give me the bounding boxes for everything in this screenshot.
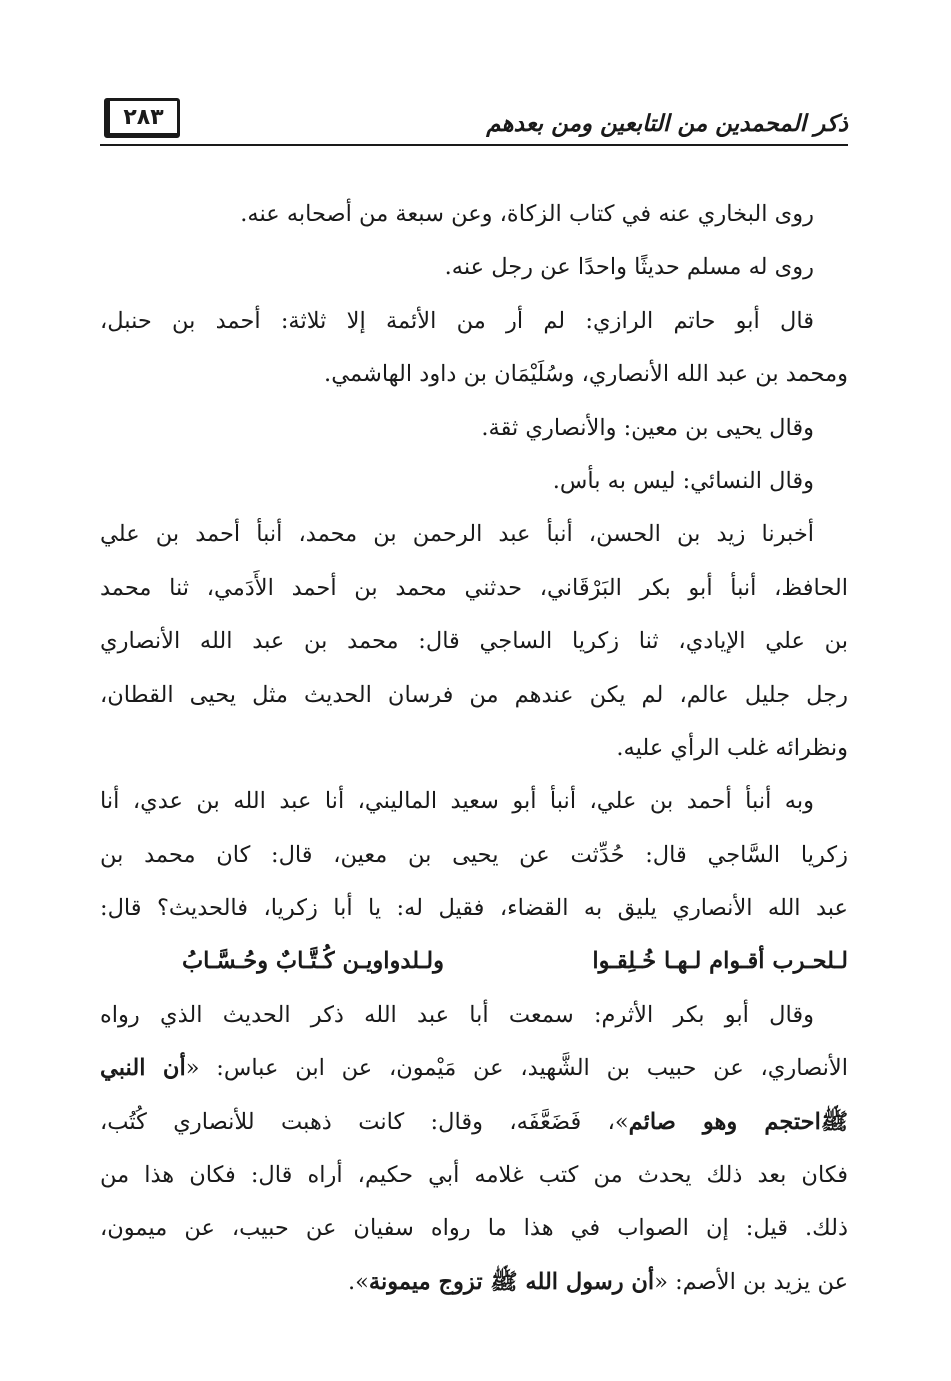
text-line: أخبرنا زيد بن الحسن، أنبأ عبد الرحمن بن محمد، أنبأ أحمد بن علي bbox=[100, 521, 814, 548]
hadith-quote-bold: ﷺاحتجم وهو صائم bbox=[628, 1108, 848, 1135]
text-line: الحافظ، أنبأ أبو بكر البَرْقَاني، حدثني محمد بن أحمد الأَدَمي، ثنا محمد bbox=[100, 574, 848, 601]
text-line: قال أبو حاتم الرازي: لم أر من الأئمة إلا ثلاثة: أحمد بن حنبل، bbox=[100, 307, 814, 334]
text-line: عبد الله الأنصاري يليق به القضاء، فقيل له: يا أبا زكريا، فالحديث؟ قال: bbox=[100, 895, 848, 922]
text-line: ومحمد بن عبد الله الأنصاري، وسُلَيْمَان بن داود الهاشمي. bbox=[324, 361, 848, 388]
hadith-quote-bold: أن النبي bbox=[100, 1055, 186, 1082]
verse-second-hemistich: ولـلدواويـن كُـتَّـابٌ وحُـسَّـابُ bbox=[182, 948, 444, 975]
text-line: زكريا السَّاجي قال: حُدِّثت عن يحيى بن معين، قال: كان محمد بن bbox=[100, 841, 848, 868]
text-line: روى له مسلم حديثًا واحدًا عن رجل عنه. bbox=[444, 254, 814, 281]
text-line: وقال أبو بكر الأثرم: سمعت أبا عبد الله ذكر الحديث الذي رواه bbox=[100, 1001, 814, 1028]
text-line: رجل جليل عالم، لم يكن عندهم من فرسان الحديث مثل يحيى القطان، bbox=[100, 681, 848, 708]
verse-first-hemistich: لـلحـرب أقـوام لـهـا خُـلِقـوا bbox=[592, 948, 848, 975]
header-rule bbox=[100, 144, 848, 146]
text-body bbox=[100, 188, 848, 1309]
text-line bbox=[100, 1256, 848, 1309]
page-number-box bbox=[104, 98, 180, 138]
text-line: ذلك. قيل: إن الصواب في هذا ما رواه سفيان عن حبيب، عن ميمون، bbox=[100, 1215, 848, 1242]
text-line: بن علي الإيادي، ثنا زكريا الساجي قال: محمد بن عبد الله الأنصاري bbox=[100, 628, 848, 655]
text-line: روى البخاري عنه في كتاب الزكاة، وعن سبعة من أصحابه عنه. bbox=[240, 201, 814, 227]
hadith-quote-bold: أن رسول الله ﷺ تزوج ميمونة bbox=[368, 1268, 655, 1295]
text-run: عن يزيد بن الأصم: « bbox=[654, 1268, 848, 1295]
running-title: ذكر المحمدين من التابعين ومن بعدهم bbox=[486, 110, 848, 137]
text-line bbox=[100, 1042, 848, 1095]
page-number: ٢٨٣ bbox=[123, 104, 164, 130]
text-run: »، فَضَعَّفَه، وقال: كانت ذهبت للأنصاري كُتُب، bbox=[100, 1108, 629, 1135]
text-run: ». bbox=[347, 1268, 369, 1295]
text-line: ونظرائه غلب الرأي عليه. bbox=[616, 734, 848, 761]
text-line: وقال النسائي: ليس به بأس. bbox=[552, 467, 814, 494]
text-line: فكان بعد ذلك يحدث من كتب غلامه أبي حكيم، أراه قال: فكان هذا من bbox=[100, 1162, 848, 1189]
text-line: وبه أنبأ أحمد بن علي، أنبأ أبو سعيد الماليني، أنا عبد الله بن عدي، أنا bbox=[100, 788, 814, 815]
page-header bbox=[100, 92, 848, 152]
text-line bbox=[100, 1096, 848, 1149]
text-run: الأنصاري، عن حبيب بن الشَّهيد، عن مَيْمون، عن ابن عباس: « bbox=[185, 1055, 848, 1082]
poetry-verse bbox=[100, 935, 848, 988]
text-line: وقال يحيى بن معين: والأنصاري ثقة. bbox=[481, 414, 814, 441]
